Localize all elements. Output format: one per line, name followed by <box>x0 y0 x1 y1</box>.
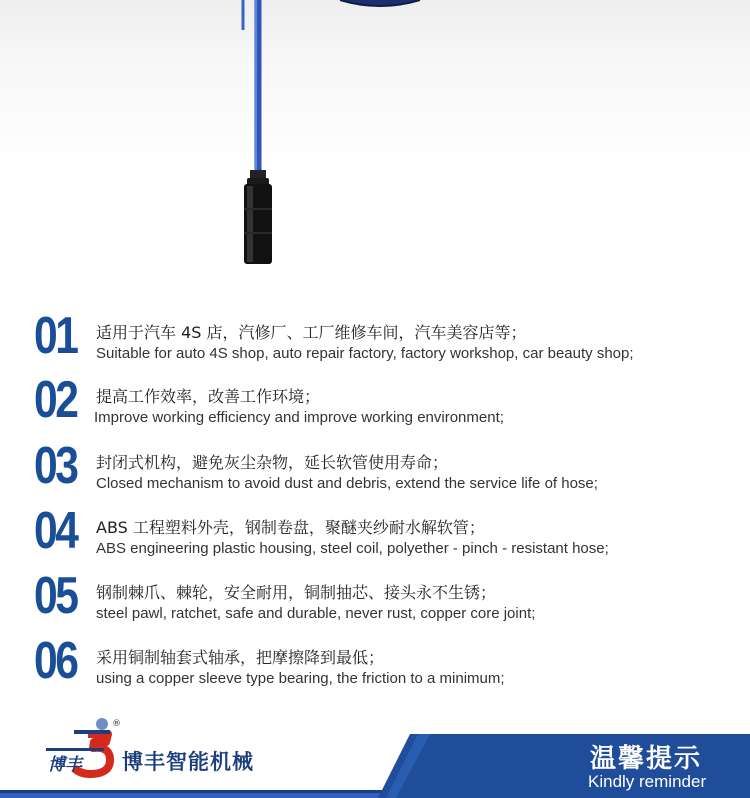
feature-number: 06 <box>34 632 77 690</box>
feature-text-zh: ABS 工程塑料外壳，钢制卷盘，聚醚夹纱耐水解软管； <box>96 518 485 537</box>
kindly-reminder-subtitle: Kindly reminder <box>588 772 707 791</box>
feature-text-zh: 提高工作效率，改善工作环境； <box>96 387 321 406</box>
feature-text-en: Suitable for auto 4S shop, auto repair factory, factory workshop, car beauty shop; <box>96 345 634 362</box>
feature-text-en: Improve working efficiency and improve working environment; <box>94 409 504 426</box>
feature-text-zh: 适用于汽车 4S 店，汽修厂、工厂维修车间，汽车美容店等； <box>96 323 527 342</box>
feature-number: 03 <box>34 437 77 495</box>
feature-item-03 <box>0 438 750 498</box>
feature-number: 01 <box>34 307 77 365</box>
feature-text-en: Closed mechanism to avoid dust and debris, extend the service life of hose; <box>96 475 598 492</box>
feature-text-zh: 封闭式机构，避免灰尘杂物，延长软管使用寿命； <box>96 453 449 472</box>
bofeng-logo-icon <box>44 712 124 780</box>
feature-text-en: using a copper sleeve type bearing, the friction to a minimum; <box>96 670 505 687</box>
feature-text-en: ABS engineering plastic housing, steel coil, polyether - pinch - resistant hose; <box>96 540 609 557</box>
feature-text-en: steel pawl, ratchet, safe and durable, never rust, copper core joint; <box>96 605 536 622</box>
feature-number: 05 <box>34 567 77 625</box>
feature-item-06 <box>0 633 750 693</box>
feature-item-04 <box>0 503 750 563</box>
feature-number: 02 <box>34 371 77 429</box>
feature-number: 04 <box>34 502 77 560</box>
feature-text-zh: 钢制棘爪、棘轮，安全耐用，铜制抽芯、接头永不生锈； <box>96 583 497 602</box>
registered-mark: ® <box>112 719 121 729</box>
kindly-reminder-title: 温馨提示 <box>590 744 703 774</box>
brand-name: 博丰智能机械 <box>122 750 254 774</box>
feature-item-02 <box>0 372 750 432</box>
logo-text: 博丰 <box>48 755 82 775</box>
feature-item-05 <box>0 568 750 628</box>
feature-item-01 <box>0 308 750 368</box>
feature-text-zh: 采用铜制轴套式轴承，把摩擦降到最低； <box>96 648 385 667</box>
air-hose-reel-icon <box>0 0 750 290</box>
